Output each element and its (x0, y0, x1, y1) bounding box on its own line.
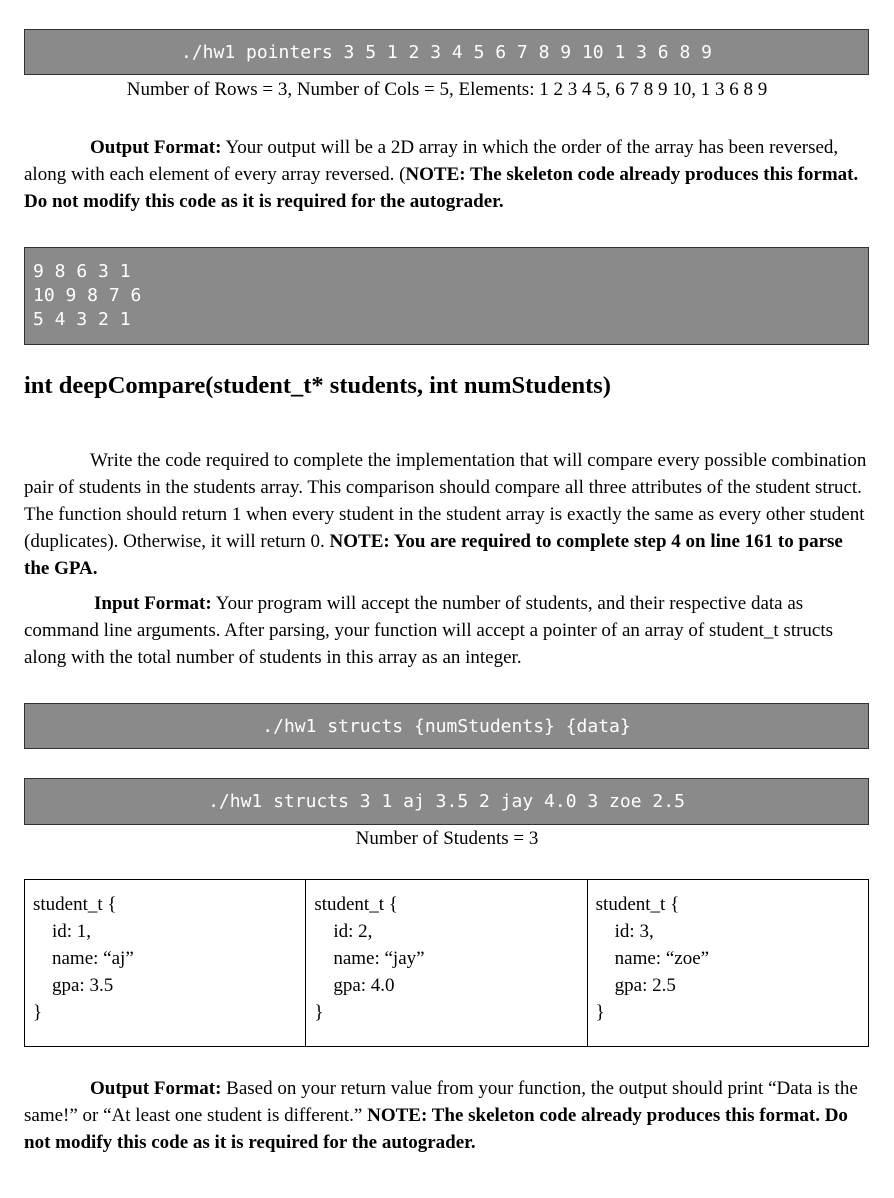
pointers-output-text: Your output will be a 2D array in which the order of the array has been reversed, along with each element of every array reversed. ( (24, 137, 839, 185)
deep-compare-description (24, 447, 869, 582)
pointers-sample-output (24, 247, 869, 345)
struct-name: name: “zoe” (614, 948, 710, 969)
pointers-output-label: Output Format: (90, 137, 222, 158)
deep-compare-description-text: Write the code required to complete the implementation that will compare every possible combination pair of students in the students array. This comparison should compare all three attributes of the student struct. The function should return 1 when every student in the student array is exactly the same as every other student (duplicates). Otherwise, it will return 0. (24, 450, 867, 552)
pointers-example-command-text: ./hw1 pointers 3 5 1 2 3 4 5 6 7 8 9 10 1 3 6 8 9 (180, 41, 712, 63)
output-line: 5 4 3 2 1 (33, 309, 131, 330)
struct-id: id: 2, (333, 921, 373, 942)
structs-usage-command (24, 703, 869, 749)
pointers-example-command (24, 29, 869, 75)
student-struct-cell (587, 880, 868, 1046)
deep-compare-input-text: Your program will accept the number of students, and their respective data as command line arguments. After parsing, your function will accept a pointer of an array of student_t structs along with the total number of students in this array as an integer. (24, 593, 834, 668)
struct-id: id: 1, (52, 921, 92, 942)
student-struct-cell (25, 880, 305, 1046)
struct-close: } (314, 1002, 324, 1023)
deep-compare-heading: int deepCompare(student_t* students, int numStudents) (24, 372, 611, 399)
output-line: 10 9 8 7 6 (33, 285, 142, 306)
deep-compare-description-note: NOTE: You are required to complete step 4 on line 161 to parse the GPA. (24, 531, 843, 579)
structs-example-caption: Number of Students = 3 (355, 828, 539, 849)
pointers-output-note: NOTE: The skeleton code already produces this format. Do not modify this code as it is required for the autograder. (24, 164, 859, 212)
deep-compare-output-note: NOTE: The skeleton code already produces this format. Do not modify this code as it is required for the autograder. (24, 1105, 848, 1153)
deep-compare-output-text: Based on your return value from your function, the output should print “Data is the same!” or “At least one student is different.” (24, 1078, 858, 1126)
deep-compare-input-label: Input Format: (94, 593, 212, 614)
pointers-example-caption: Number of Rows = 3, Number of Cols = 5, Elements: 1 2 3 4 5, 6 7 8 9 10, 1 3 6 8 9 (126, 79, 768, 100)
struct-close: } (33, 1002, 43, 1023)
student-struct-cell (305, 880, 586, 1046)
pointers-output-format-paragraph (24, 134, 869, 215)
deep-compare-output-label: Output Format: (90, 1078, 222, 1099)
structs-example-command-text: ./hw1 structs 3 1 aj 3.5 2 jay 4.0 3 zoe 2.5 (208, 791, 685, 812)
struct-gpa: gpa: 3.5 (52, 975, 114, 996)
struct-open: student_t { (33, 894, 117, 915)
struct-open: student_t { (595, 894, 680, 915)
deep-compare-output-format-paragraph (24, 1075, 869, 1156)
struct-gpa: gpa: 4.0 (333, 975, 395, 996)
structs-usage-command-text: ./hw1 structs {numStudents} {data} (262, 715, 631, 737)
struct-gpa: gpa: 2.5 (614, 975, 676, 996)
struct-id: id: 3, (614, 921, 654, 942)
struct-close: } (595, 1002, 605, 1023)
output-line: 9 8 6 3 1 (33, 261, 131, 282)
struct-name: name: “aj” (52, 948, 134, 969)
deep-compare-input-format-paragraph (24, 590, 869, 671)
struct-open: student_t { (314, 894, 398, 915)
structs-example-command (24, 778, 869, 825)
struct-name: name: “jay” (333, 948, 425, 969)
student-struct-table (24, 879, 869, 1047)
